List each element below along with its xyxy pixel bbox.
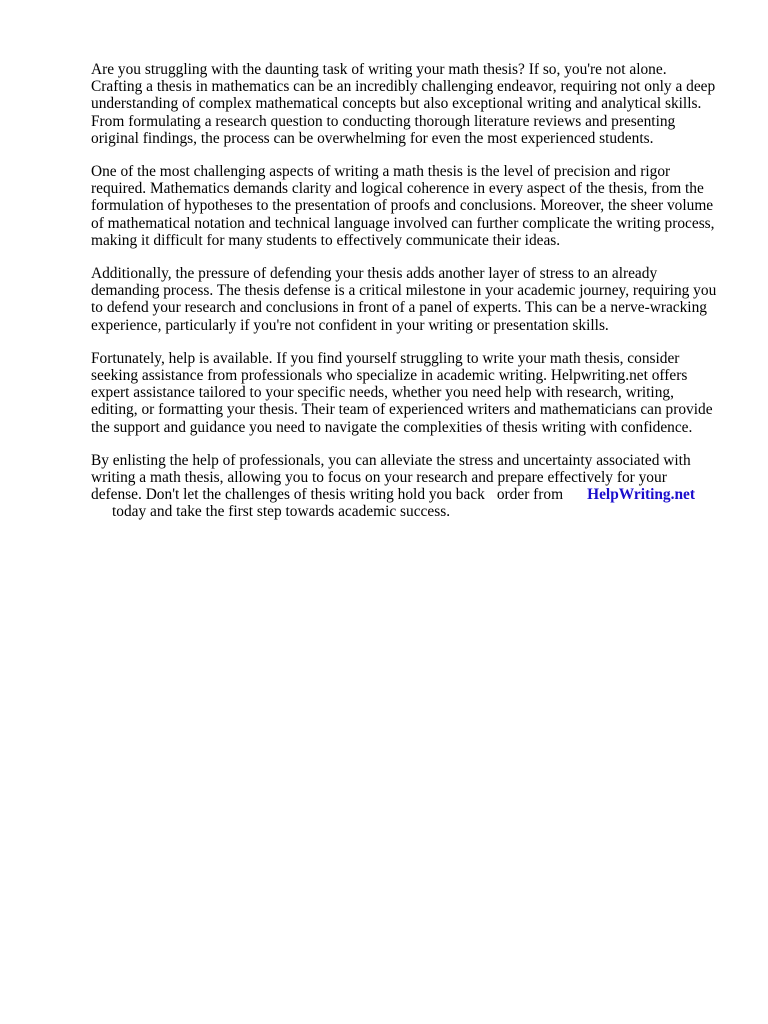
text-line: required. Mathematics demands clarity and logical coherence in every aspect of the thesis, from the [91, 180, 704, 198]
paragraph-conclusion [91, 452, 727, 521]
paragraph-intro [91, 61, 727, 147]
text-line: From formulating a research question to conducting thorough literature reviews and presenting [91, 112, 676, 130]
text-line: Are you struggling with the daunting task of writing your math thesis? If so, you're not alone. [91, 61, 667, 78]
helpwriting-link[interactable]: HelpWriting.net [587, 486, 695, 504]
text-line: of mathematical notation and technical language involved can further complicate the writing process, [91, 214, 715, 232]
text-line: Fortunately, help is available. If you find yourself struggling to write your math thesis, consider [91, 349, 680, 367]
text-line: making it difficult for many students to effectively communicate their ideas. [91, 231, 561, 249]
text-line: formulation of hypotheses to the presentation of proofs and conclusions. Moreover, the sheer volume [91, 197, 714, 215]
document-body [91, 61, 727, 537]
text-line: experience, particularly if you're not confident in your writing or presentation skills. [91, 316, 609, 334]
cta-text-before: defense. Don't let the challenges of thesis writing hold you back [91, 486, 485, 504]
text-line: One of the most challenging aspects of writing a math thesis is the level of precision and rigor [91, 163, 671, 181]
text-line: Additionally, the pressure of defending your thesis adds another layer of stress to an already [91, 265, 658, 283]
text-line: Crafting a thesis in mathematics can be an incredibly challenging endeavor, requiring not only a deep [91, 78, 716, 96]
cta-line [91, 486, 727, 503]
paragraph-help [91, 350, 727, 436]
paragraph-challenges [91, 163, 727, 249]
cta-text-middle: order from [496, 486, 564, 504]
text-line: the support and guidance you need to navigate the complexities of thesis writing with confidence. [91, 418, 693, 436]
text-line-final: today and take the first step towards academic success. [112, 503, 451, 521]
text-line: seeking assistance from professionals who specialize in academic writing. Helpwriting.net offers [91, 367, 688, 385]
text-line: original findings, the process can be overwhelming for even the most experienced students. [91, 129, 654, 147]
text-line: expert assistance tailored to your specific needs, whether you need help with research, writing, [91, 384, 674, 402]
text-line: demanding process. The thesis defense is a critical milestone in your academic journey, requiring you [91, 282, 717, 300]
text-line: understanding of complex mathematical concepts but also exceptional writing and analytical skills. [91, 95, 702, 113]
text-line: writing a math thesis, allowing you to focus on your research and prepare effectively for your [91, 469, 667, 487]
text-line: By enlisting the help of professionals, you can alleviate the stress and uncertainty associated with [91, 451, 691, 469]
paragraph-defense [91, 265, 727, 334]
text-line: to defend your research and conclusions in front of a panel of experts. This can be a nerve-wracking [91, 299, 707, 317]
text-line: editing, or formatting your thesis. Their team of experienced writers and mathematicians can provide [91, 401, 713, 419]
